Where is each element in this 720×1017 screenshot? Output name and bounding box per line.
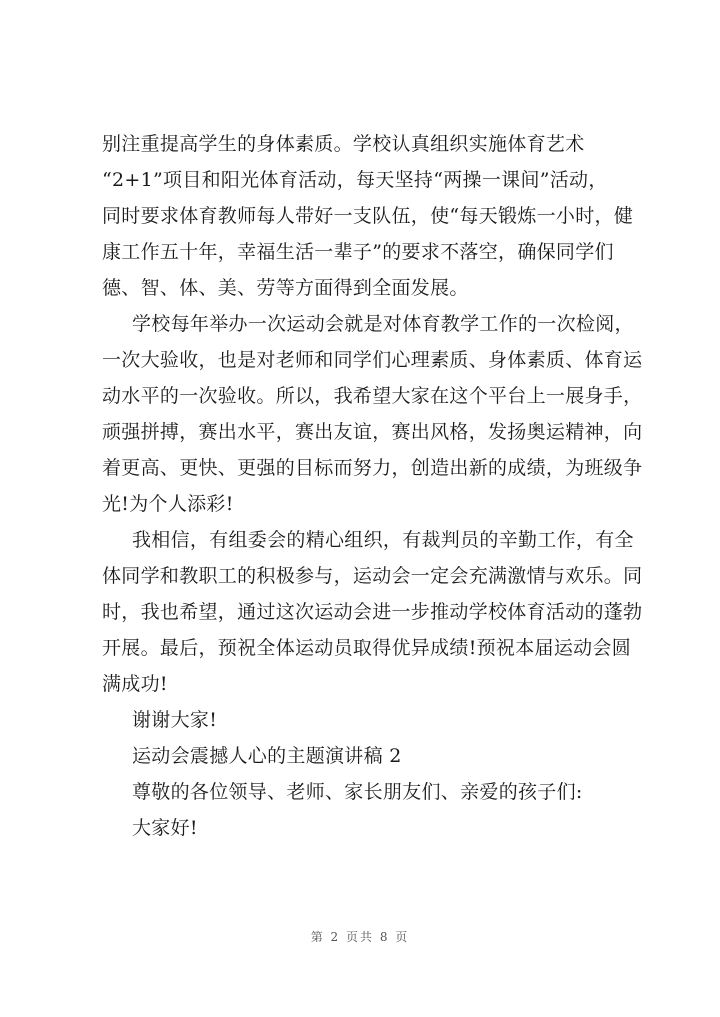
- text-line: 德、智、体、美、劳等方面得到全面发展。: [102, 277, 469, 299]
- text-line: “2+1”项目和阳光体育活动，每天坚持“两操一课间”活动，: [102, 169, 608, 191]
- text-line: 一次大验收，也是对老师和同学们心理素质、身体素质、体育运: [102, 349, 643, 371]
- section-title: [102, 738, 642, 774]
- paragraph: [102, 306, 642, 522]
- paragraph: [102, 810, 642, 846]
- text-line: 光!为个人添彩!: [102, 493, 234, 515]
- paragraph: [102, 774, 642, 810]
- text-line: 谢谢大家!: [132, 709, 218, 731]
- text-line: 动水平的一次验收。所以，我希望大家在这个平台上一展身手，: [102, 385, 643, 407]
- text-line: 别注重提高学生的身体素质。学校认真组织实施体育艺术: [102, 133, 585, 155]
- document-body: [102, 126, 642, 846]
- text-line: 大家好!: [132, 817, 198, 839]
- text-line: 时，我也希望，通过这次运动会进一步推动学校体育活动的蓬勃: [102, 601, 643, 623]
- text-line: 康工作五十年，幸福生活一辈子”的要求不落空，确保同学们: [102, 241, 614, 263]
- page-number-footer: 第 2 页共 8 页: [310, 930, 410, 944]
- text-line: 顽强拼搏，赛出水平，赛出友谊，赛出风格，发扬奥运精神，向: [102, 421, 643, 443]
- text-line: 学校每年举办一次运动会就是对体育教学工作的一次检阅，: [132, 313, 634, 335]
- text-line: 满成功!: [102, 673, 168, 695]
- text-line: 体同学和教职工的积极参与，运动会一定会充满激情与欢乐。同: [102, 565, 643, 587]
- paragraph: [102, 702, 642, 738]
- text-line: 尊敬的各位领导、老师、家长朋友们、亲爱的孩子们:: [132, 781, 583, 803]
- paragraph: [102, 126, 642, 306]
- text-line: 着更高、更快、更强的目标而努力，创造出新的成绩，为班级争: [102, 457, 643, 479]
- text-line: 开展。最后，预祝全体运动员取得优异成绩!预祝本届运动会圆: [102, 637, 632, 659]
- text-line: 运动会震撼人心的主题演讲稿 2: [132, 745, 402, 767]
- text-line: 我相信，有组委会的精心组织，有裁判员的辛勤工作，有全: [132, 529, 634, 551]
- text-line: 同时要求体育教师每人带好一支队伍，使“每天锻炼一小时，健: [102, 205, 634, 227]
- paragraph: [102, 522, 642, 702]
